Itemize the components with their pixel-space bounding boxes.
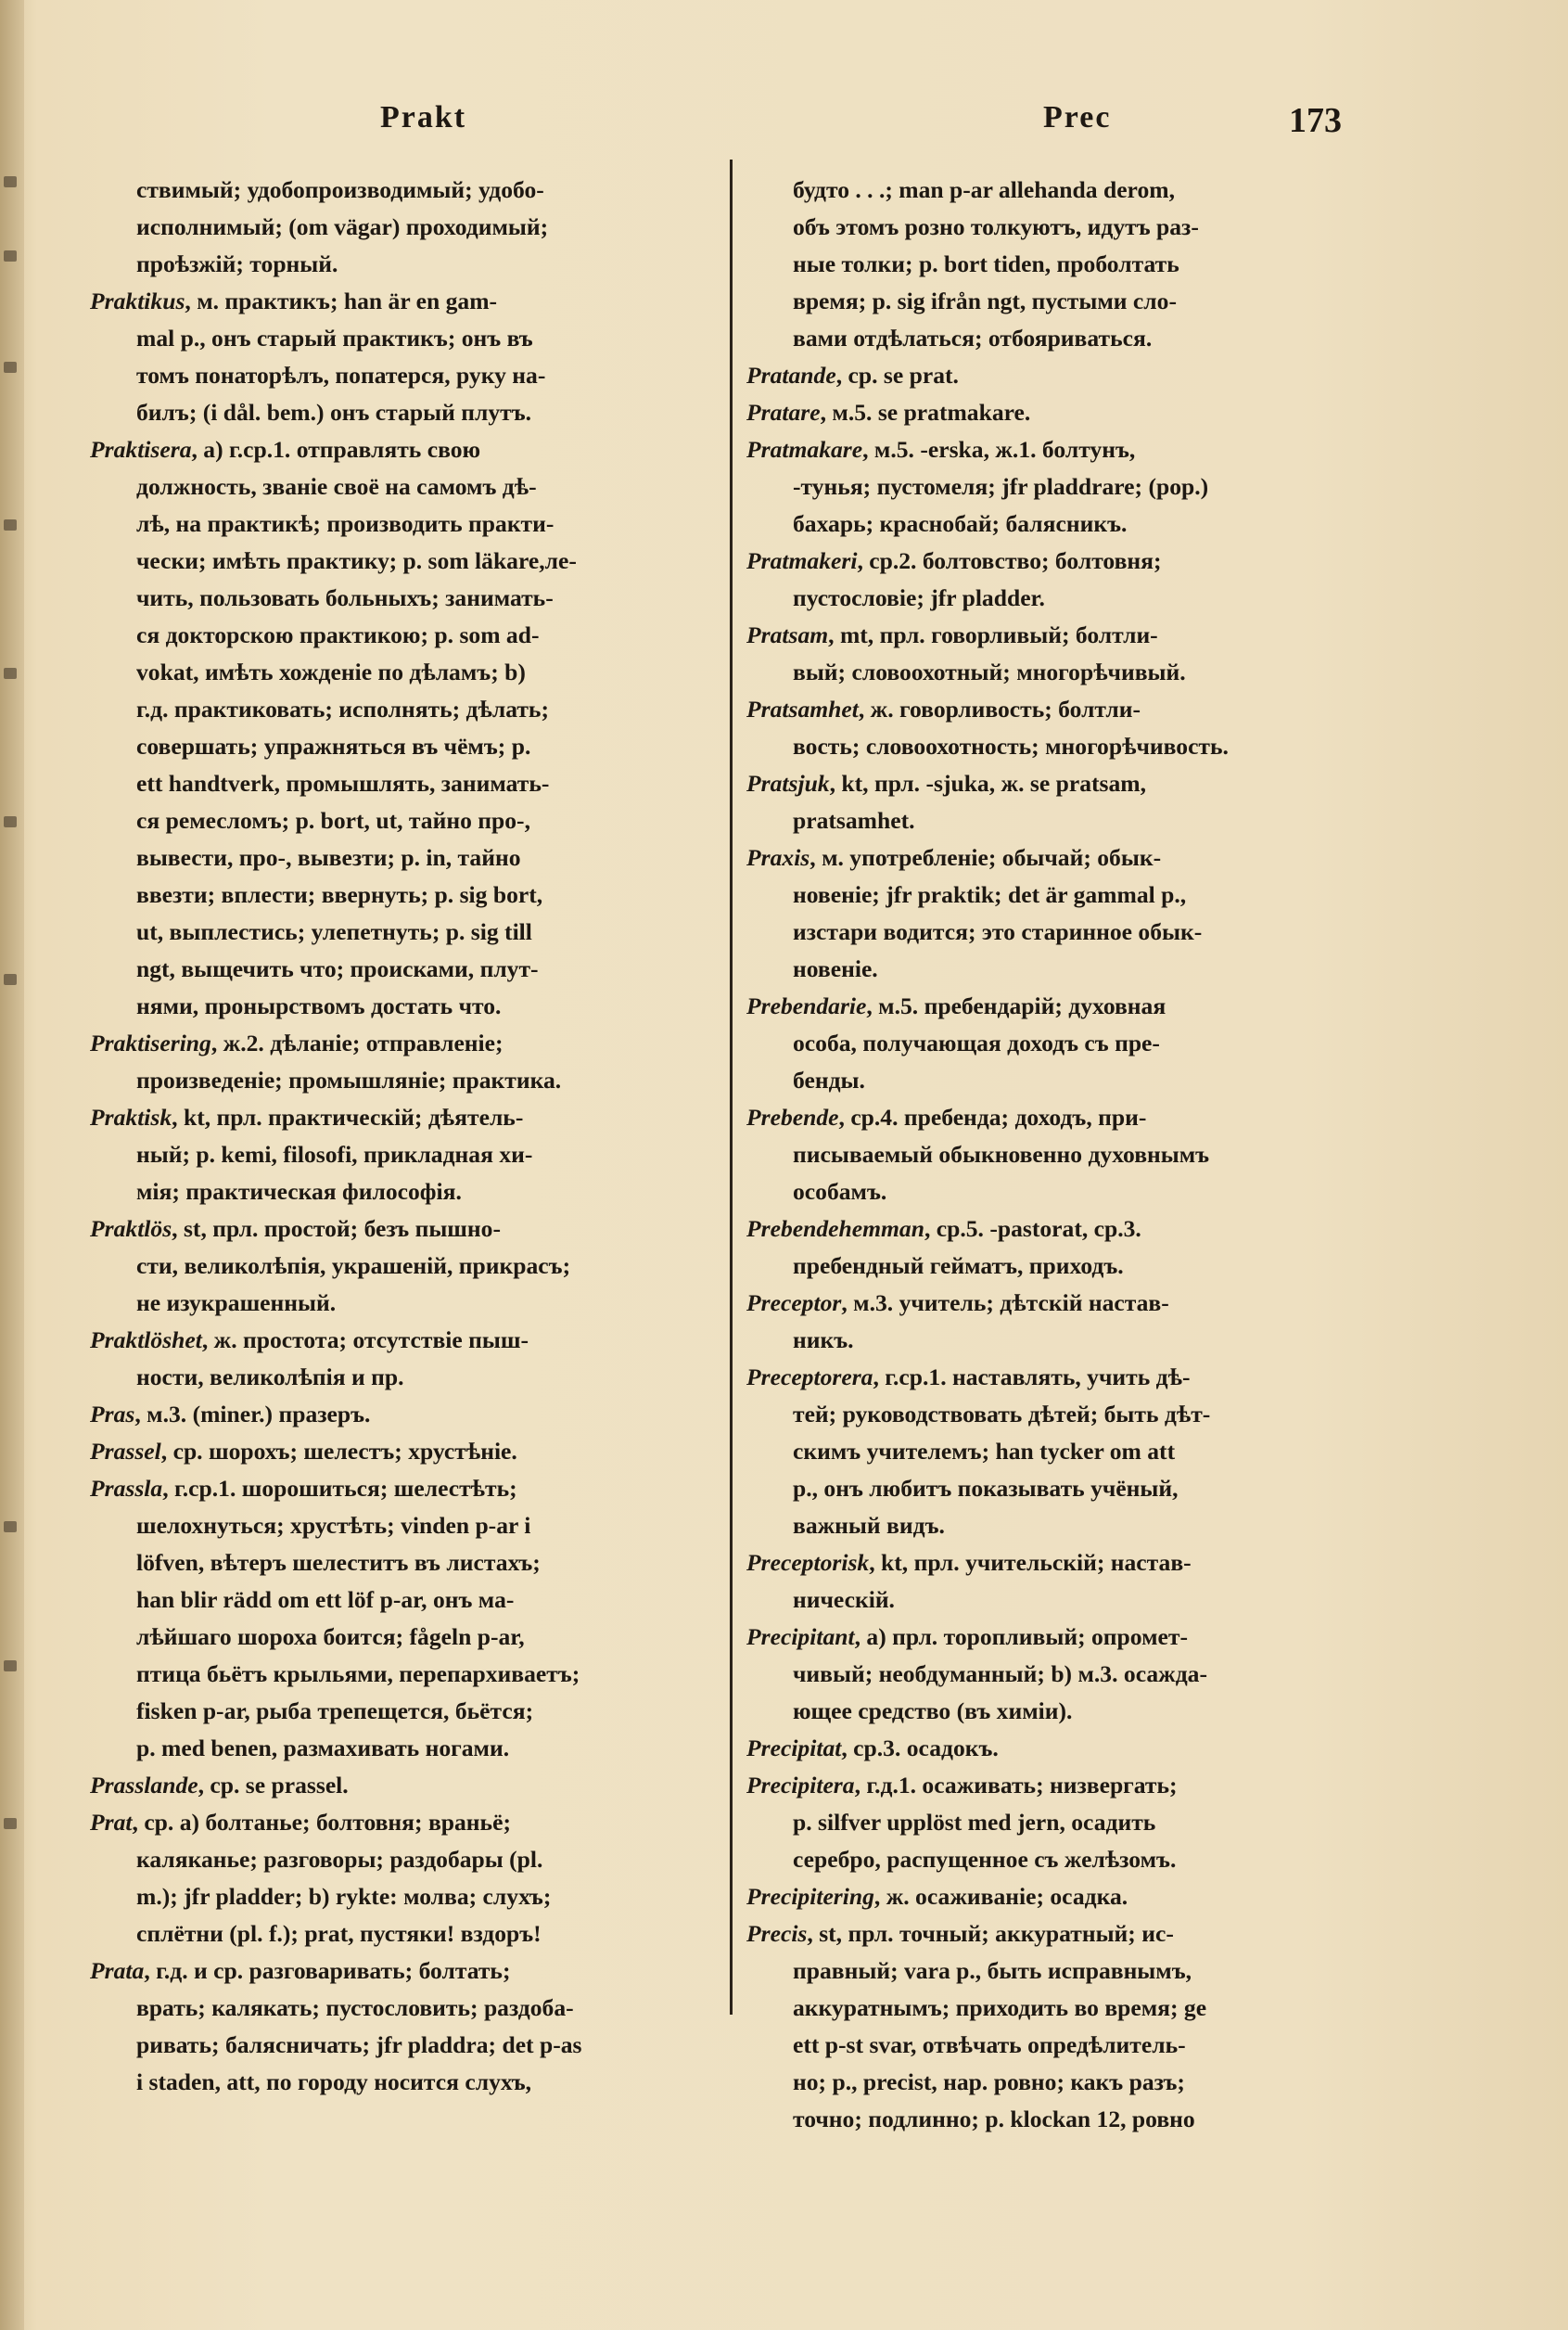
entry-headword-line: Pratsjuk, kt, прл. -sjuka, ж. se pratsam, bbox=[746, 770, 1146, 797]
entry-text-line: вый; словоохотный; многорѣчивый. bbox=[793, 659, 1186, 685]
gutter-mark bbox=[4, 176, 17, 187]
entry-text-line: сти, великолѣпія, украшеній, прикрасъ; bbox=[136, 1252, 571, 1279]
headword: Praxis bbox=[746, 844, 810, 871]
headword: Preceptorisk bbox=[746, 1549, 870, 1576]
entry-text-line: скимъ учителемъ; han tycker om att bbox=[793, 1438, 1176, 1465]
headword: Pratare bbox=[746, 399, 821, 426]
entry-text-line: löfven, вѣтеръ шелеститъ въ листахъ; bbox=[136, 1549, 541, 1576]
entry-text-line: ut, выплестись; улепетнуть; p. sig till bbox=[136, 918, 532, 945]
entry-text-line: изстари водится; это старинное обык- bbox=[793, 918, 1203, 945]
entry-text-line: ющее средство (въ химіи). bbox=[793, 1697, 1073, 1724]
headword: Precipitering bbox=[746, 1883, 874, 1910]
gutter-mark bbox=[4, 974, 17, 985]
left-column bbox=[90, 172, 730, 2101]
entry-text-line: пребендный гейматъ, приходъ. bbox=[793, 1252, 1124, 1279]
column-divider bbox=[730, 160, 733, 2015]
entry-text-line: г.д. практиковать; исполнять; дѣлать; bbox=[136, 696, 549, 723]
entry-text-line: бахарь; краснобай; балясникъ. bbox=[793, 510, 1128, 537]
entry-text-line: произведеніе; промышляніе; практика. bbox=[136, 1067, 562, 1094]
gutter-mark bbox=[4, 1521, 17, 1532]
entry-text-line: ся ремесломъ; p. bort, ut, тайно про-, bbox=[136, 807, 530, 834]
entry-text-line: совершать; упражняться въ чёмъ; p. bbox=[136, 733, 531, 760]
entry-headword-line: Preceptorisk, kt, прл. учительскій; настав- bbox=[746, 1549, 1192, 1576]
entry-text-line: время; p. sig ifrån ngt, пустыми сло- bbox=[793, 288, 1177, 314]
headword: Praktisera bbox=[90, 436, 192, 463]
page-header bbox=[0, 100, 1568, 147]
entry-text-line: мія; практическая философія. bbox=[136, 1178, 462, 1205]
headword: Praktisk bbox=[90, 1104, 172, 1131]
headword: Praktlöshet bbox=[90, 1326, 202, 1353]
entry-headword-line: Precipitering, ж. осаживаніе; осадка. bbox=[746, 1883, 1128, 1910]
entry-text-line: бенды. bbox=[793, 1067, 865, 1094]
headword: Precipitera bbox=[746, 1772, 855, 1799]
entry-text-line: fisken p-ar, рыба трепещется, бьётся; bbox=[136, 1697, 534, 1724]
entry-headword-line: Praktlöshet, ж. простота; отсутствіе пыш- bbox=[90, 1326, 529, 1353]
entry-headword-line: Pras, м.3. (miner.) празеръ. bbox=[90, 1401, 371, 1427]
entry-text-line: проѣзжій; торный. bbox=[136, 250, 338, 277]
entry-text-line: ный; p. kemi, filosofi, прикладная хи- bbox=[136, 1141, 533, 1168]
entry-text-line: vokat, имѣть хожденіе по дѣламъ; b) bbox=[136, 659, 526, 685]
entry-headword-line: Prebende, ср.4. пребенда; доходъ, при- bbox=[746, 1104, 1147, 1131]
entry-text-line: никъ. bbox=[793, 1326, 854, 1353]
headword: Pratsam bbox=[746, 621, 829, 648]
entry-headword-line: Preceptorera, г.ср.1. наставлять, учить дѣ- bbox=[746, 1363, 1191, 1390]
headword: Prassla bbox=[90, 1475, 163, 1502]
entry-text-line: p. silfver upplöst med jern, осадить bbox=[793, 1809, 1156, 1836]
entry-headword-line: Praktisera, a) г.ср.1. отправлять свою bbox=[90, 436, 481, 463]
headword: Pratmakare bbox=[746, 436, 863, 463]
entry-headword-line: Praktikus, м. практикъ; han är en gam- bbox=[90, 288, 498, 314]
entry-text-line: должность, званіе своё на самомъ дѣ- bbox=[136, 473, 537, 500]
gutter-mark bbox=[4, 250, 17, 262]
entry-text-line: p. med benen, размахивать ногами. bbox=[136, 1735, 510, 1761]
entry-headword-line: Praxis, м. употребленіе; обычай; обык- bbox=[746, 844, 1162, 871]
headword: Preceptor bbox=[746, 1289, 842, 1316]
entry-text-line: новеніе; jfr praktik; det är gammal p., bbox=[793, 881, 1187, 908]
headword: Prebendarie bbox=[746, 992, 867, 1019]
headword: Pratmakeri bbox=[746, 547, 858, 574]
headword: Praktisering bbox=[90, 1030, 211, 1056]
entry-text-line: врать; калякать; пустословить; раздоба- bbox=[136, 1994, 574, 2021]
entry-text-line: m.); jfr pladder; b) rykte: молва; слухъ; bbox=[136, 1883, 552, 1910]
headword: Pras bbox=[90, 1401, 135, 1427]
entry-text-line: аккуратнымъ; приходить во время; ge bbox=[793, 1994, 1207, 2021]
entry-headword-line: Pratmakeri, ср.2. болтовство; болтовня; bbox=[746, 547, 1162, 574]
entry-text-line: чивый; необдуманный; b) м.3. осажда- bbox=[793, 1660, 1207, 1687]
entry-text-line: ные толки; p. bort tiden, проболтать bbox=[793, 250, 1179, 277]
entry-headword-line: Pratsam, mt, прл. говорливый; болтли- bbox=[746, 621, 1158, 648]
entry-headword-line: Prat, ср. a) болтанье; болтовня; враньё; bbox=[90, 1809, 511, 1836]
headword: Pratsamhet bbox=[746, 696, 859, 723]
entry-text-line: не изукрашенный. bbox=[136, 1289, 337, 1316]
entry-text-line: важный видъ. bbox=[793, 1512, 945, 1539]
gutter-mark bbox=[4, 1818, 17, 1829]
entry-text-line: ввезти; вплести; ввернуть; p. sig bort, bbox=[136, 881, 543, 908]
entry-text-line: томъ понаторѣлъ, попатерся, руку на- bbox=[136, 362, 546, 389]
entry-text-line: исполнимый; (om vägar) проходимый; bbox=[136, 213, 549, 240]
entry-text-line: особамъ. bbox=[793, 1178, 887, 1205]
right-guide-word: Prec bbox=[1043, 100, 1112, 134]
entry-headword-line: Precipitat, ср.3. осадокъ. bbox=[746, 1735, 999, 1761]
entry-headword-line: Preceptor, м.3. учитель; дѣтскій настав- bbox=[746, 1289, 1169, 1316]
entry-text-line: объ этомъ розно толкуютъ, идутъ раз- bbox=[793, 213, 1199, 240]
headword: Pratsjuk bbox=[746, 770, 830, 797]
entry-text-line: писываемый обыкновенно духовнымъ bbox=[793, 1141, 1210, 1168]
entry-text-line: ствимый; удобопроизводимый; удобо- bbox=[136, 176, 544, 203]
entry-text-line: ривать; балясничать; jfr pladdra; det p-as bbox=[136, 2031, 582, 2058]
gutter-mark bbox=[4, 668, 17, 679]
entry-text-line: точно; подлинно; p. klockan 12, ровно bbox=[793, 2106, 1195, 2132]
headword: Prata bbox=[90, 1957, 145, 1984]
entry-headword-line: Praktisering, ж.2. дѣланіе; отправленіе; bbox=[90, 1030, 504, 1056]
entry-text-line: вость; словоохотность; многорѣчивость. bbox=[793, 733, 1229, 760]
entry-text-line: особа, получающая доходъ съ пре- bbox=[793, 1030, 1160, 1056]
entry-text-line: pratsamhet. bbox=[793, 807, 915, 834]
entry-text-line: ett handtverk, промышлять, занимать- bbox=[136, 770, 550, 797]
entry-headword-line: Prebendehemman, ср.5. -pastorat, ср.3. bbox=[746, 1215, 1141, 1242]
entry-text-line: han blir rädd om ett löf p-ar, онъ ма- bbox=[136, 1586, 515, 1613]
entry-headword-line: Precis, st, прл. точный; аккуратный; ис- bbox=[746, 1920, 1174, 1947]
headword: Precipitat bbox=[746, 1735, 842, 1761]
headword: Precipitant bbox=[746, 1623, 855, 1650]
headword: Praktlös bbox=[90, 1215, 172, 1242]
headword: Prasslande bbox=[90, 1772, 198, 1799]
entry-text-line: пустословіе; jfr pladder. bbox=[793, 584, 1045, 611]
entry-headword-line: Precipitera, г.д.1. осаживать; низвергать; bbox=[746, 1772, 1178, 1799]
entry-text-line: но; p., precist, нар. ровно; какъ разъ; bbox=[793, 2068, 1185, 2095]
gutter-mark bbox=[4, 519, 17, 531]
entry-text-line: вывести, про-, вывезти; p. in, тайно bbox=[136, 844, 521, 871]
gutter-mark bbox=[4, 1660, 17, 1671]
entry-headword-line: Praktlös, st, прл. простой; безъ пышно- bbox=[90, 1215, 501, 1242]
entry-headword-line: Pratande, ср. se prat. bbox=[746, 362, 959, 389]
entry-text-line: чить, пользовать больныхъ; занимать- bbox=[136, 584, 554, 611]
entry-text-line: тей; руководствовать дѣтей; быть дѣт- bbox=[793, 1401, 1211, 1427]
entry-text-line: ся докторскою практикою; p. som ad- bbox=[136, 621, 540, 648]
page-number: 173 bbox=[1289, 101, 1342, 140]
left-guide-word: Prakt bbox=[380, 100, 467, 134]
entry-text-line: будто . . .; man p-ar allehanda derom, bbox=[793, 176, 1175, 203]
headword: Prat bbox=[90, 1809, 133, 1836]
headword: Pratande bbox=[746, 362, 836, 389]
entry-text-line: чески; имѣть практику; p. som läkare,ле- bbox=[136, 547, 577, 574]
headword: Precis bbox=[746, 1920, 808, 1947]
entry-text-line: ngt, выщечить что; происками, плут- bbox=[136, 955, 539, 982]
entry-text-line: лѣ, на практикѣ; производить практи- bbox=[136, 510, 555, 537]
entry-text-line: лѣйшаго шороха боится; fågeln p-ar, bbox=[136, 1623, 525, 1650]
headword: Praktikus bbox=[90, 288, 185, 314]
entry-text-line: серебро, распущенное съ желѣзомъ. bbox=[793, 1846, 1177, 1873]
entry-text-line: правный; vara p., быть исправнымъ, bbox=[793, 1957, 1192, 1984]
gutter-mark bbox=[4, 362, 17, 373]
entry-text-line: mal p., онъ старый практикъ; онъ въ bbox=[136, 325, 533, 352]
entry-headword-line: Pratmakare, м.5. -erska, ж.1. болтунъ, bbox=[746, 436, 1136, 463]
entry-text-line: каляканье; разговоры; раздобары (pl. bbox=[136, 1846, 543, 1873]
entry-headword-line: Prasslande, ср. se prassel. bbox=[90, 1772, 349, 1799]
headword: Prebendehemman bbox=[746, 1215, 924, 1242]
entry-text-line: птица бьётъ крыльями, перепархиваетъ; bbox=[136, 1660, 580, 1687]
right-column bbox=[746, 172, 1382, 2138]
entry-text-line: вами отдѣлаться; отбояриваться. bbox=[793, 325, 1153, 352]
entry-headword-line: Prebendarie, м.5. пребендарій; духовная bbox=[746, 992, 1166, 1019]
entry-headword-line: Praktisk, kt, прл. практическій; дѣятель- bbox=[90, 1104, 524, 1131]
entry-text-line: ett p-st svar, отвѣчать опредѣлитель- bbox=[793, 2031, 1186, 2058]
entry-headword-line: Pratare, м.5. se pratmakare. bbox=[746, 399, 1031, 426]
entry-headword-line: Prassel, ср. шорохъ; шелестъ; хрустѣніе. bbox=[90, 1438, 517, 1465]
entry-text-line: шелохнуться; хрустѣть; vinden p-ar i bbox=[136, 1512, 531, 1539]
entry-text-line: сплётни (pl. f.); prat, пустяки! вздоръ! bbox=[136, 1920, 542, 1947]
entry-text-line: i staden, att, по городу носится слухъ, bbox=[136, 2068, 532, 2095]
entry-headword-line: Pratsamhet, ж. говорливость; болтли- bbox=[746, 696, 1141, 723]
entry-text-line: билъ; (i dål. bem.) онъ старый плутъ. bbox=[136, 399, 532, 426]
headword: Preceptorera bbox=[746, 1363, 873, 1390]
entry-text-line: p., онъ любитъ показывать учёный, bbox=[793, 1475, 1179, 1502]
entry-text-line: нями, проныpствомъ достать что. bbox=[136, 992, 502, 1019]
entry-text-line: ническій. bbox=[793, 1586, 895, 1613]
entry-headword-line: Precipitant, a) прл. торопливый; опромет- bbox=[746, 1623, 1188, 1650]
entry-headword-line: Prata, г.д. и ср. разговаривать; болтать; bbox=[90, 1957, 511, 1984]
entry-text-line: -тунья; пустомеля; jfr pladdrare; (pop.) bbox=[793, 473, 1209, 500]
entry-headword-line: Prassla, г.ср.1. шорошиться; шелестѣть; bbox=[90, 1475, 517, 1502]
binding-gutter bbox=[0, 0, 24, 2330]
entry-text-line: ности, великолѣпія и пр. bbox=[136, 1363, 404, 1390]
headword: Prassel bbox=[90, 1438, 161, 1465]
headword: Prebende bbox=[746, 1104, 839, 1131]
entry-text-line: новеніе. bbox=[793, 955, 878, 982]
gutter-mark bbox=[4, 816, 17, 827]
